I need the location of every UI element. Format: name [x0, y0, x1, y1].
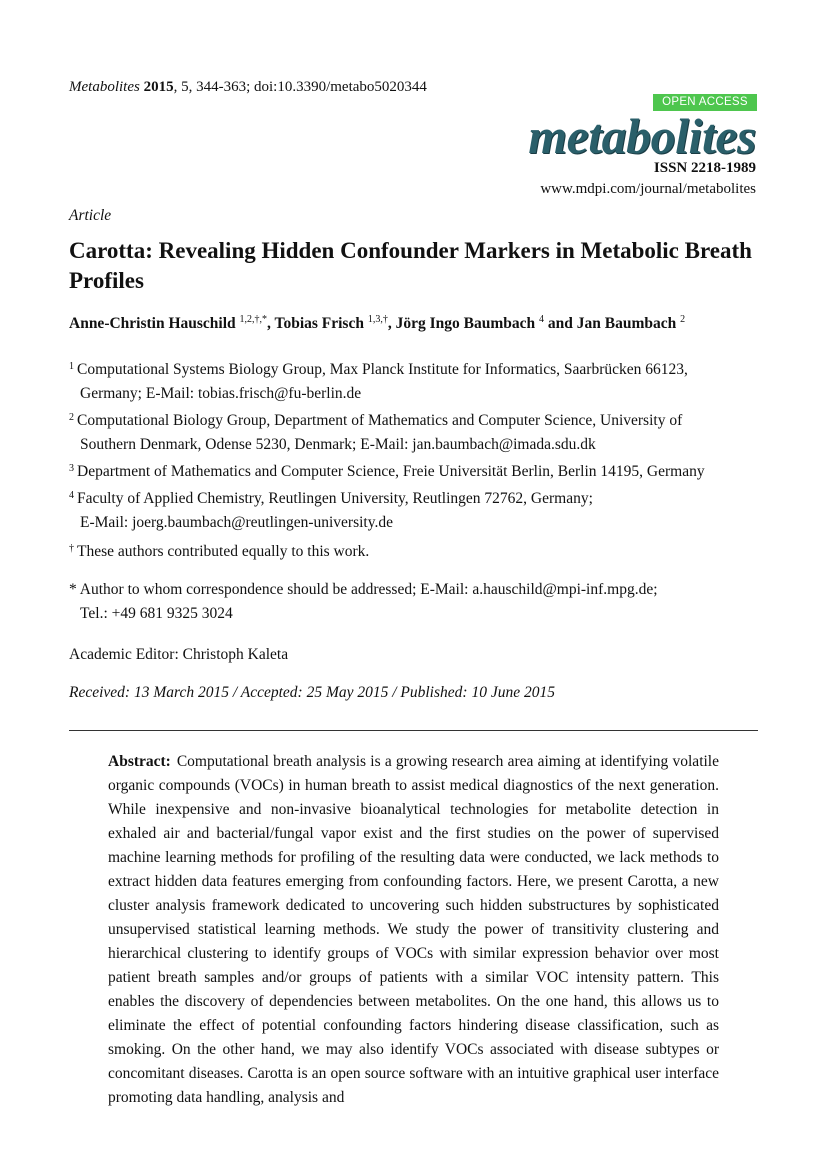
journal-citation — [69, 79, 427, 96]
equal-contribution-note: † These authors contributed equally to this work. — [69, 543, 370, 560]
author-list — [69, 314, 685, 333]
affiliation-3: $^3$ Department of Mathematics and Computer Science, Freie Universität Berlin, Berlin 14195, Germany — [69, 463, 705, 480]
author: Jan Baumbach $^2$ — [576, 314, 686, 332]
citation-details: , 5, 344-363; doi:10.3390/metabo5020344 — [173, 79, 427, 95]
affiliation-2: $^2$ Computational Biology Group, Department of Mathematics and Computer Science, University of — [69, 412, 683, 429]
asterisk-mark: * — [69, 581, 77, 598]
journal-year: 2015 — [143, 79, 174, 95]
correspondence-phone: Tel.: +49 681 9325 3024 — [80, 605, 233, 622]
affiliation-1: $^1$ Computational Systems Biology Group, Max Planck Institute for Informatics, Saarbrücken 66123, — [69, 361, 688, 378]
divider — [69, 730, 758, 731]
issn: ISSN 2218-1989 — [653, 160, 756, 176]
author: Anne-Christin Hauschild $^{1,2,\dagger,*}$, — [69, 314, 275, 332]
affiliation-4-cont: E-Mail: joerg.baumbach@reutlingen-university.de — [80, 514, 393, 531]
journal-name: Metabolites — [69, 79, 140, 95]
affiliation-2-cont: Southern Denmark, Odense 5230, Denmark; E-Mail: jan.baumbach@imada.sdu.dk — [80, 436, 596, 453]
author: Jörg Ingo Baumbach $^4$ and — [395, 314, 577, 332]
correspondence-note: * Author to whom correspondence should be addressed; E-Mail: a.hauschild@mpi-inf.mpg.de; Tel.: +49 681 9325 3024 — [69, 578, 658, 626]
journal-url[interactable]: www.mdpi.com/journal/metabolites — [540, 181, 756, 197]
publication-dates: Received: 13 March 2015 / Accepted: 25 May 2015 / Published: 10 June 2015 — [69, 684, 555, 701]
paper-title: Carotta: Revealing Hidden Confounder Markers in Metabolic Breath Profiles — [69, 238, 752, 293]
abstract — [108, 750, 719, 1110]
abstract-heading: Abstract: — [108, 753, 171, 770]
affiliation-1-cont: Germany; E-Mail: tobias.frisch@fu-berlin.de — [80, 385, 362, 402]
abstract-text: Computational breath analysis is a growing research area aiming at identifying volatile organic compounds (VOCs) in human breath to assist medical diagnostics of the next generation. While inexpensive and non-invasive bioanalytical technologies for metabolite detection in exhaled air and bacterial/fungal vapor exist and the first studies on the power of supervised machine learning methods for profiling of the resulting data were conducted, we lack methods to extract hidden data features emerging from confounding factors. Here, we present Carotta, a new cluster analysis framework dedicated to uncovering such hidden substructures by sophisticated unsupervised statistical learning methods. We study the power of transitivity clustering and hierarchical clustering to identify groups of VOCs with similar expression behavior over most patient breath samples and/or groups of patients with a similar VOC intensity pattern. This enables the discovery of dependencies between metabolites. On the one hand, this allows us to eliminate the effect of potential confounding factors hindering disease classification, such as smoking. On the other hand, we may also identify VOCs associated with disease subtypes or concomitant diseases. Carotta is an open source software with an intuitive graphical user interface promoting data handling, analysis and — [108, 753, 719, 1106]
academic-editor: Academic Editor: Christoph Kaleta — [69, 646, 289, 663]
open-access-badge: OPEN ACCESS — [653, 94, 757, 111]
journal-logo: metabolites — [528, 108, 756, 164]
author: Tobias Frisch $^{1,3,\dagger}$, — [274, 314, 396, 332]
affiliation-4: $^4$ Faculty of Applied Chemistry, Reutlingen University, Reutlingen 72762, Germany; — [69, 490, 593, 507]
article-type: Article — [69, 207, 112, 224]
affiliations — [69, 355, 769, 535]
